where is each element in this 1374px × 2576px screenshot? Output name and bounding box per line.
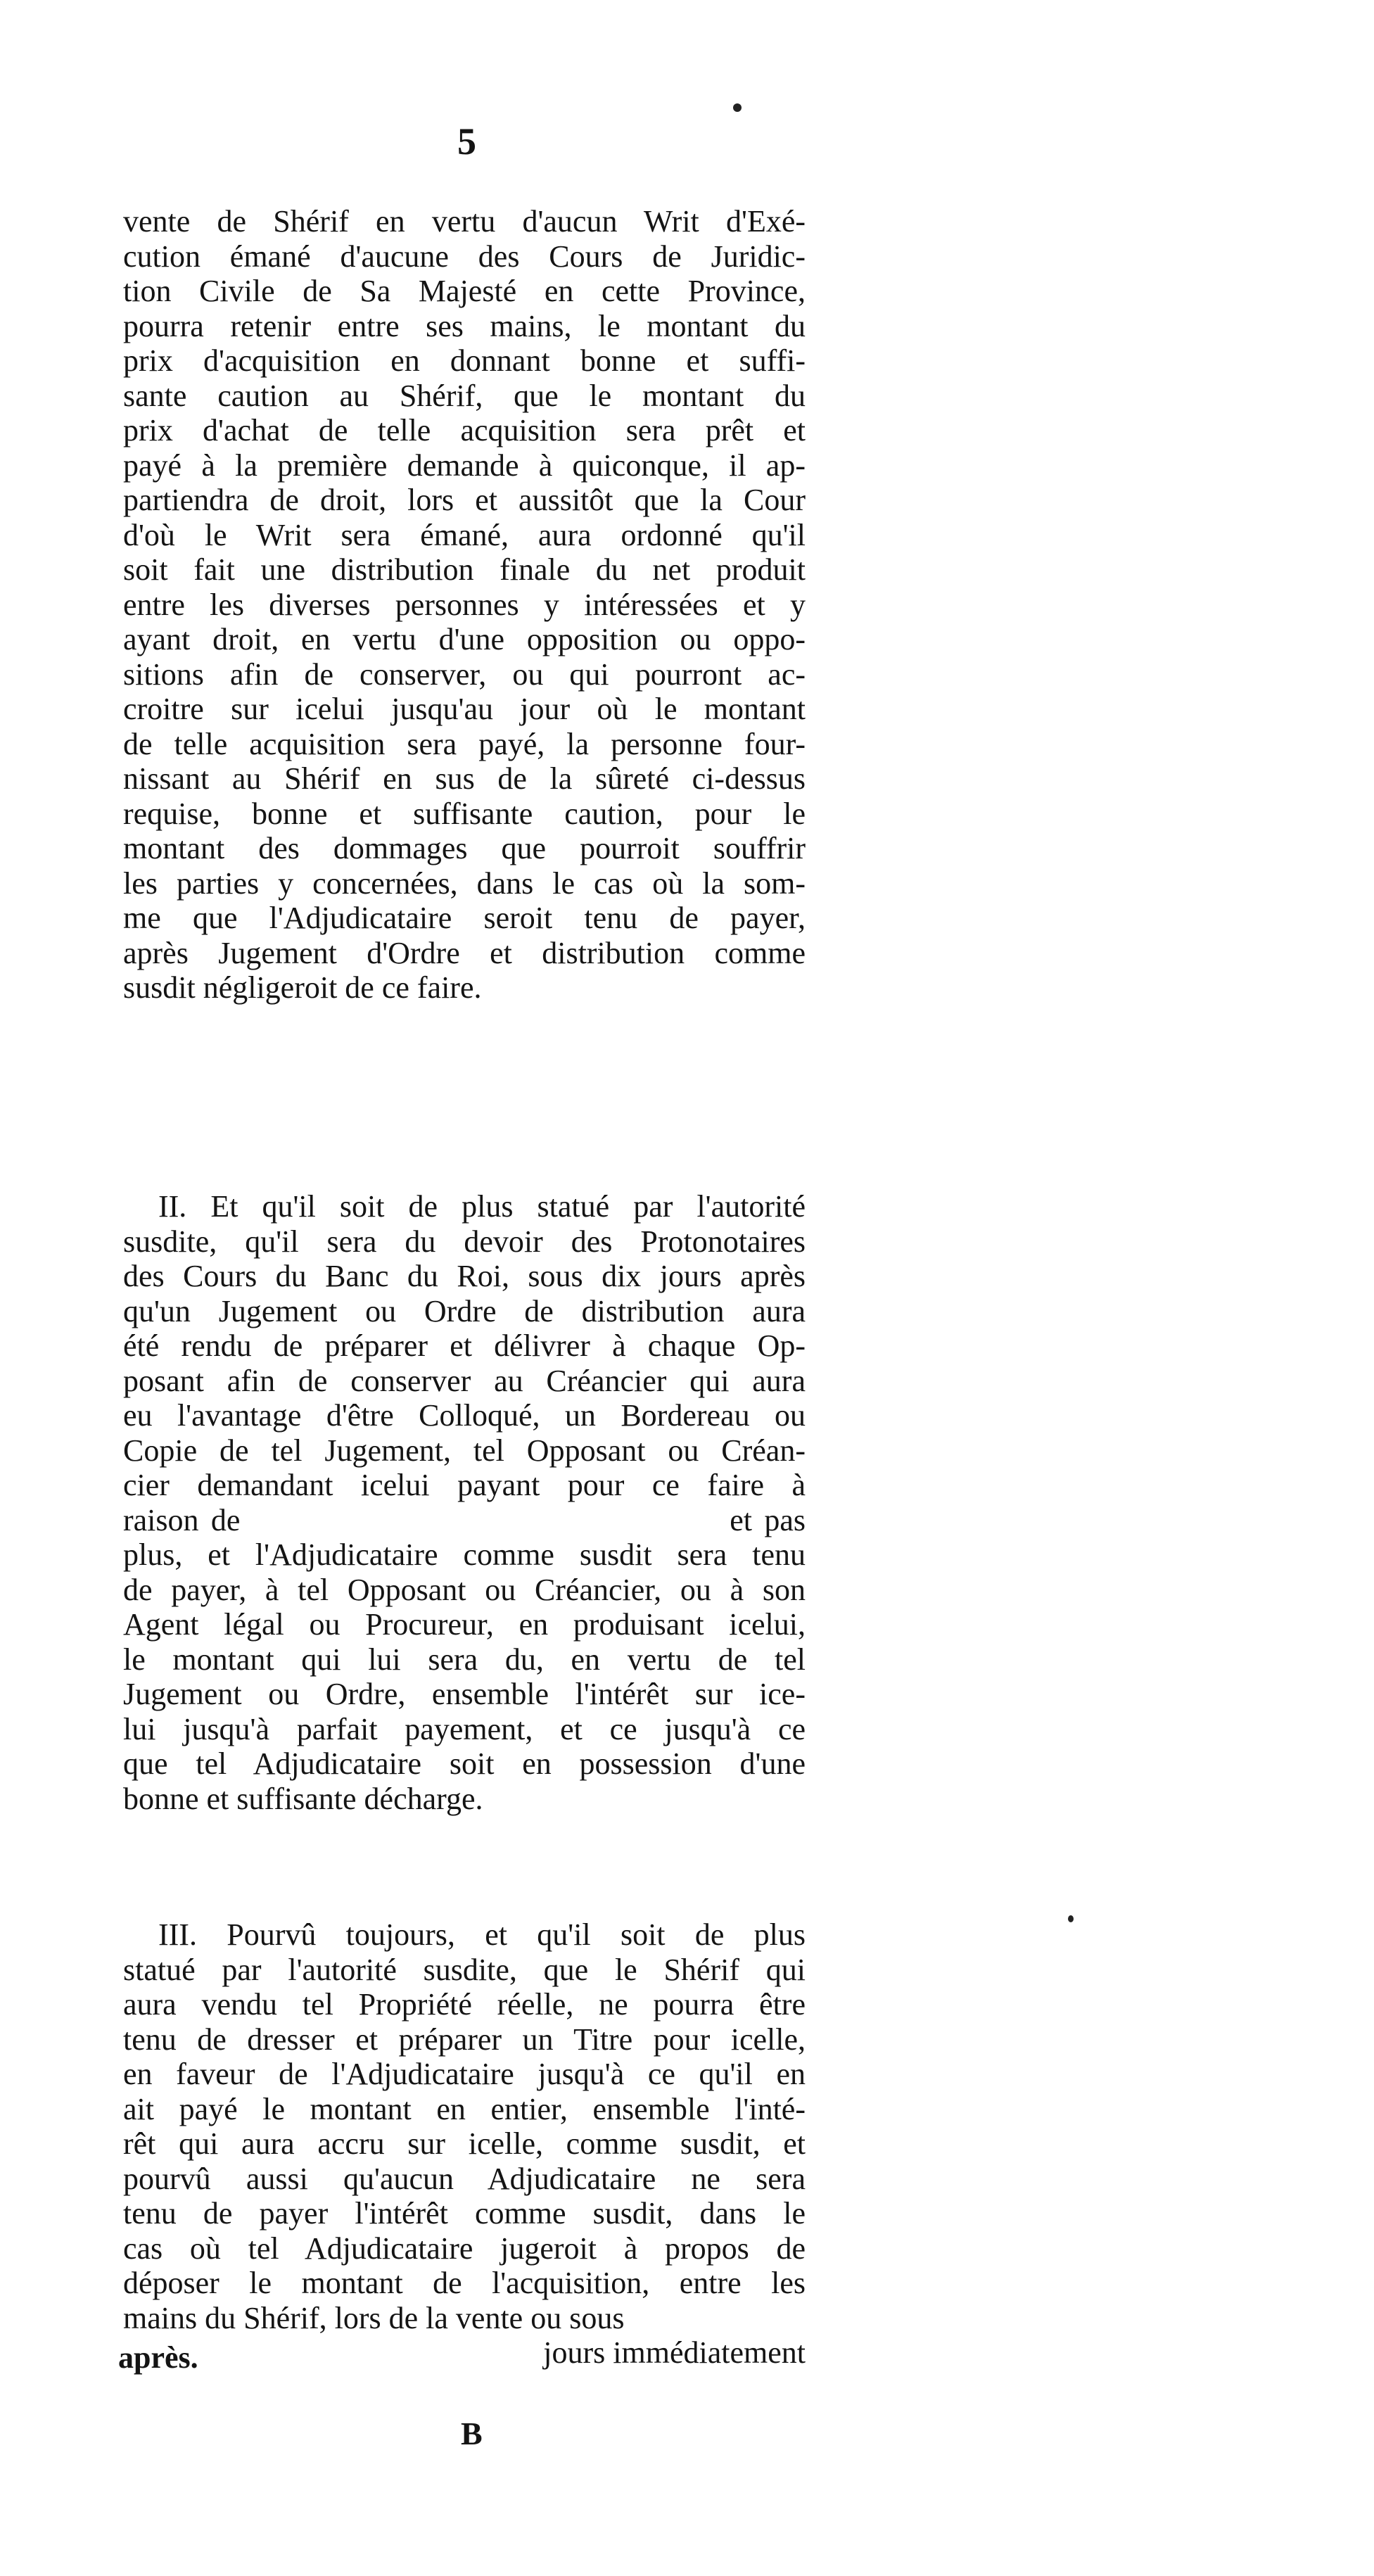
text-line: ayant droit, en vertu d'une opposition ou oppo- <box>123 622 806 656</box>
text-line: sante caution au Shérif, que le montant du <box>123 378 806 413</box>
text-line: requise, bonne et suffisante caution, pour le <box>123 796 806 831</box>
text-line: sitions afin de conserver, ou qui pourront ac- <box>123 656 806 692</box>
paragraph-section-ii <box>123 1189 806 1816</box>
text-line: nissant au Shérif en sus de la sûreté ci-dessus <box>123 761 806 796</box>
text-line: vente de Shérif en vertu d'aucun Writ d'Exé- <box>123 204 806 239</box>
text-line: tenu de payer l'intérêt comme susdit, dans le <box>123 2196 806 2231</box>
text-line: prix d'achat de telle acquisition sera prêt et <box>123 413 806 448</box>
text-line: les parties y concernées, dans le cas où la som- <box>123 865 806 901</box>
section-heading-line: II. Et qu'il soit de plus statué par l'autorité <box>158 1189 806 1224</box>
text-line: d'où le Writ sera émané, aura ordonné qu'il <box>123 517 806 552</box>
text-line: partiendra de droit, lors et aussitôt que la Cour <box>123 483 806 517</box>
text-line: entre les diverses personnes y intéressées et y <box>123 587 806 622</box>
ink-speck <box>1068 1915 1074 1922</box>
text-line: montant des dommages que pourroit souffrir <box>123 831 806 865</box>
text-line: Copie de tel Jugement, tel Opposant ou Créan- <box>123 1433 806 1468</box>
text-line: tenu de dresser et préparer un Titre pour icelle, <box>123 2022 806 2057</box>
text-line: qu'un Jugement ou Ordre de distribution aura <box>123 1293 806 1328</box>
text-line: été rendu de préparer et délivrer à chaque Op- <box>123 1328 806 1363</box>
text-line: susdite, qu'il sera du devoir des Protonotaires <box>123 1224 806 1259</box>
text-line: susdit négligeroit de ce faire. <box>123 970 482 1005</box>
text-line: déposer le montant de l'acquisition, entre les <box>123 2266 806 2300</box>
section-heading-line: III. Pourvû toujours, et qu'il soit de plus <box>158 1917 806 1952</box>
text-line: Agent légal ou Procureur, en produisant icelui, <box>123 1607 806 1642</box>
text-line: aura vendu tel Propriété réelle, ne pourra être <box>123 1987 806 2022</box>
text-line: pourvû aussi qu'aucun Adjudicataire ne sera <box>123 2161 806 2196</box>
text-line: après Jugement d'Ordre et distribution comme <box>123 935 806 970</box>
text-line: payé à la première demande à quiconque, il ap- <box>123 448 806 483</box>
text-line: soit fait une distribution finale du net produit <box>123 552 806 587</box>
text-line: eu l'avantage d'être Colloqué, un Bordereau ou <box>123 1398 806 1433</box>
page-number: 5 <box>457 120 476 163</box>
text-line: pourra retenir entre ses mains, le montant du <box>123 308 806 343</box>
text-line: plus, et l'Adjudicataire comme susdit sera tenu <box>123 1537 806 1572</box>
text-line: statué par l'autorité susdite, que le Shérif qui <box>123 1952 806 1987</box>
text-line: bonne et suffisante décharge. <box>123 1781 483 1816</box>
paragraph-section-iii <box>123 1917 806 2371</box>
text-line: en faveur de l'Adjudicataire jusqu'à ce qu'il en <box>123 2057 806 2091</box>
text-line: croitre sur icelui jusqu'au jour où le montant <box>123 692 806 726</box>
text-line: que tel Adjudicataire soit en possession d'une <box>123 1746 806 1781</box>
text-line: des Cours du Banc du Roi, sous dix jours après <box>123 1259 806 1293</box>
ink-speck <box>733 103 742 112</box>
text-line: tion Civile de Sa Majesté en cette Province, <box>123 274 806 308</box>
text-line: cution émané d'aucune des Cours de Juridic- <box>123 239 806 274</box>
signature-mark: B <box>461 2416 483 2451</box>
text-line: mains du Shérif, lors de la vente ou sous <box>123 2300 625 2335</box>
text-line: de telle acquisition sera payé, la personne four- <box>123 726 806 761</box>
text-line: ait payé le montant en entier, ensemble l'inté- <box>123 2091 806 2126</box>
text-line: cier demandant icelui payant pour ce faire à <box>123 1468 806 1502</box>
paragraph-continuation <box>123 204 806 1005</box>
text-line: de payer, à tel Opposant ou Créancier, ou à son <box>123 1572 806 1607</box>
text-line: prix d'acquisition en donnant bonne et suffi- <box>123 343 806 378</box>
text-line: Jugement ou Ordre, ensemble l'intérêt sur ice- <box>123 1677 806 1711</box>
trailing-word: après. <box>118 2340 198 2375</box>
text-line: posant afin de conserver au Créancier qui aura <box>123 1363 806 1398</box>
text-line: rêt qui aura accru sur icelle, comme susdit, et <box>123 2126 806 2161</box>
text-line: le montant qui lui sera du, en vertu de tel <box>123 1642 806 1677</box>
text-line: me que l'Adjudicataire seroit tenu de payer, <box>123 901 806 935</box>
text-line: cas où tel Adjudicataire jugeroit à propos de <box>123 2231 806 2266</box>
text-line: jours immédiatement <box>543 2335 806 2370</box>
text-line: lui jusqu'à parfait payement, et ce jusqu'à ce <box>123 1711 806 1746</box>
text-line: raison de et pas <box>123 1502 806 1537</box>
